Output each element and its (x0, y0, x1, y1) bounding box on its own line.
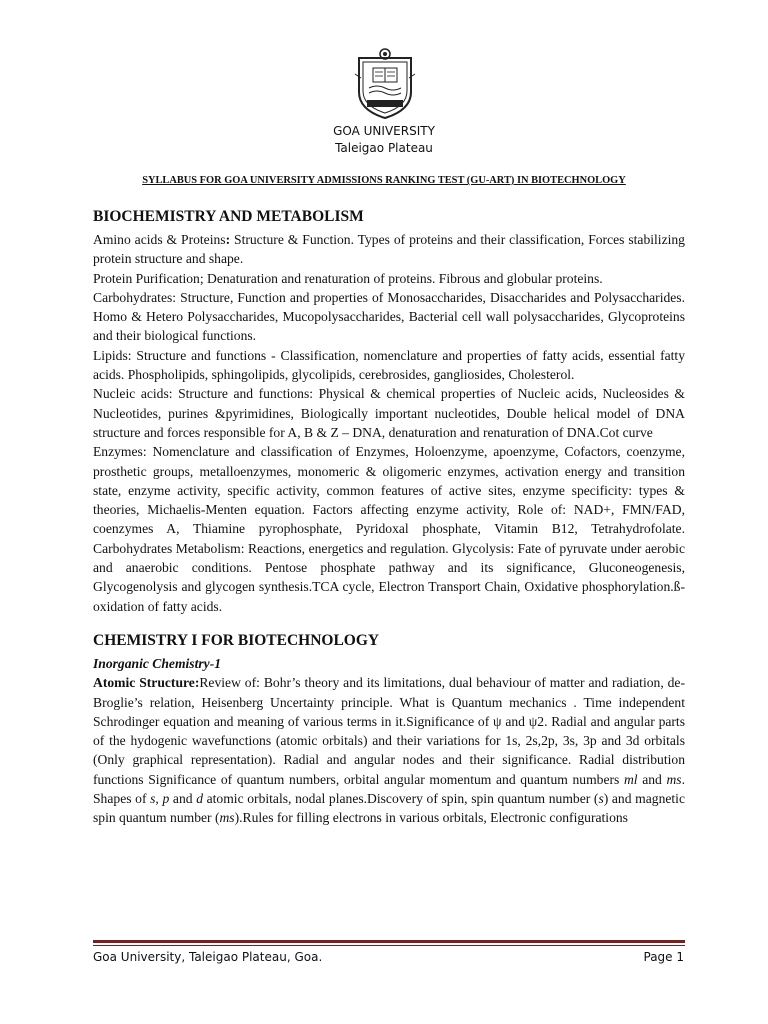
atomic-text-4: , (155, 791, 163, 807)
footer-rule-thin (93, 945, 685, 946)
atomic-text-5: and (169, 791, 197, 807)
amino-acids-lead: Amino acids & Proteins (93, 232, 226, 247)
section-spacer (93, 616, 685, 630)
footer-rule-thick (93, 940, 685, 943)
amino-acids-colon: : (225, 232, 231, 247)
atomic-s-2: s (598, 791, 604, 807)
paragraph-carbohydrates: Carbohydrates: Structure, Function and properties of Monosaccharides, Disaccharides and Polysaccharides. Homo & Hetero Polysaccharides, Mucopolysaccharides, Bacterial cell wall polysaccharides, Glycoproteins and their biological functions. (93, 289, 685, 344)
atomic-text-3: . Shapes of (93, 771, 685, 807)
paragraph-enzymes: Enzymes: Nomenclature and classification of Enzymes, Holoenzyme, apoenzyme, Cofactors, coenzyme, prosthetic groups, metalloenzymes, monomeric & oligomeric enzymes, activation energy and transition state, enzyme activity, specific activity, common features of active sites, enzyme specificity: types & theories, Michaelis-Menten equation. Factors affecting enzyme activity, Role of: NAD+, FMN/FAD, coenzymes A, Thiamine pyrophosphate, Pyridoxal phosphate, Vitamin B12, Tetrahydrofolate. Carbohydrates Metabolism: Reactions, energetics and regulation. Glycolysis: Fate of pyruvate under aerobic and anaerobic conditions. Pentose phosphate pathway and its significance, Gluconeogenesis, Glycogenolysis and glycogen synthesis.TCA cycle, Electron Transport Chain, Oxidative phosphorylation.ß-oxidation of fatty acids. (93, 444, 685, 614)
atomic-text-8: ).Rules for filling electrons in various orbitals, Electronic configurations (234, 810, 628, 826)
page-number: Page 1 (643, 950, 684, 964)
document-body (93, 206, 685, 828)
atomic-ms: ms (666, 771, 682, 787)
paragraph-amino-acids (93, 230, 685, 269)
university-location: Taleigao Plateau (335, 141, 433, 155)
atomic-text-7: ) and magnetic spin quantum number ( (93, 791, 685, 826)
atomic-d: d (196, 791, 203, 807)
atomic-ms-2: ms (219, 810, 235, 826)
atomic-text-6: atomic orbitals, nodal planes.Discovery of spin, spin quantum number ( (202, 791, 599, 807)
atomic-p: p (162, 791, 170, 807)
atomic-text-1: Review of: Bohr’s theory and its limitations, dual behaviour of matter and radiation, de-Broglie’s relation, Heisenberg Uncertainty principle. What is Quantum mechanics . Time independent Schrodinger equation and meaning of various terms in it.Significance of ψ and ψ2. Radial and angular parts of the hydogenic wavefunctions (atomic orbitals) and their variations for 1s, 2s,2p, 3s, 3p and 3d orbitals (Only graphical representation). Radial and angular nodes and their significance. Radial distribution functions Significance of quantum numbers, orbital angular momentum and quantum numbers (93, 675, 685, 787)
atomic-structure-lead: Atomic Structure: (93, 675, 200, 691)
section-title-biochemistry: BIOCHEMISTRY AND METABOLISM (93, 208, 364, 225)
atomic-ml: ml (623, 771, 638, 787)
amino-acids-text: Structure & Function. Types of proteins and their classification, Forces stabilizing protein structure and shape. (93, 232, 685, 267)
footer-address: Goa University, Taleigao Plateau, Goa. (93, 950, 323, 964)
syllabus-title: SYLLABUS FOR GOA UNIVERSITY ADMISSIONS RANKING TEST (GU-ART) IN BIOTECHNOLOGY (142, 175, 626, 186)
paragraph-nucleic-acids: Nucleic acids: Structure and functions: Physical & chemical properties of Nucleic acids, Nucleosides & Nucleotides, purines &pyrimidines, Biologically important nucleotides, Double helical model of DNA structure and forces responsible for A, B & Z – DNA, denaturation and renaturation of DNA.Cot curve (93, 386, 685, 440)
section-title-chemistry: CHEMISTRY I FOR BIOTECHNOLOGY (93, 631, 380, 649)
paragraph-lipids: Lipids: Structure and functions - Classification, nomenclature and properties of fatty acids, essential fatty acids. Phospholipids, sphingolipids, glycolipids, cerebrosides, gangliosides, Cholesterol. (93, 347, 685, 383)
atomic-text-2: and (637, 771, 667, 787)
university-seal-logo (353, 48, 417, 120)
paragraph-atomic-structure (93, 673, 685, 827)
subsection-title-inorganic: Inorganic Chemistry-1 (93, 655, 222, 671)
atomic-s: s (150, 791, 156, 807)
university-name: GOA UNIVERSITY (333, 124, 435, 138)
paragraph-protein-purification: Protein Purification; Denaturation and renaturation of proteins. Fibrous and globular proteins. (93, 270, 603, 286)
